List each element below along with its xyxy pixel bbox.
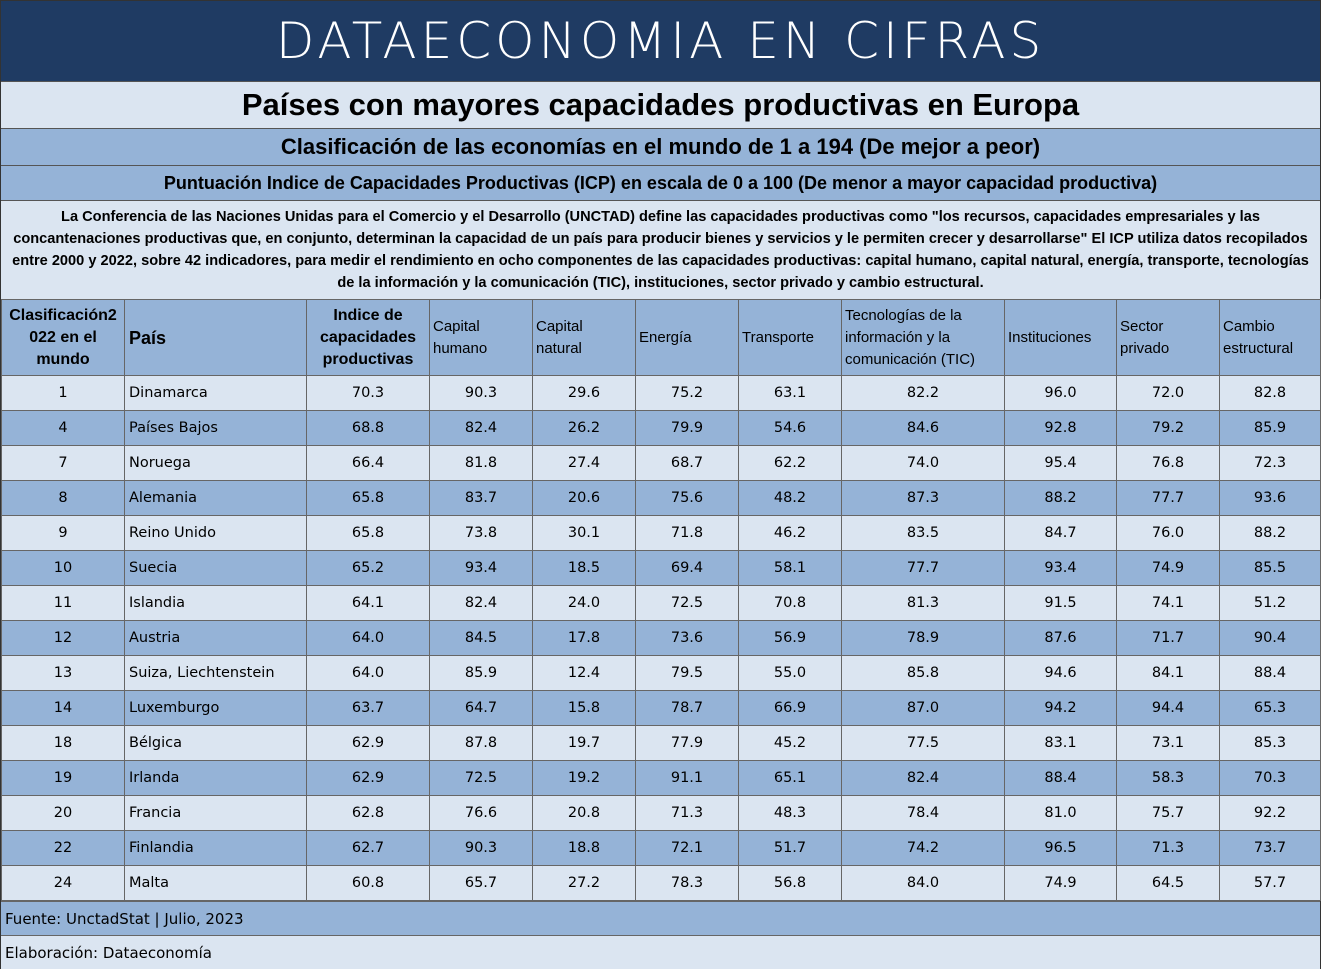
- value-cell: 81.3: [842, 586, 1005, 621]
- value-cell: 62.9: [307, 761, 430, 796]
- country-cell: Finlandia: [125, 831, 307, 866]
- rank-cell: 7: [2, 446, 125, 481]
- value-cell: 51.7: [739, 831, 842, 866]
- value-cell: 82.4: [430, 586, 533, 621]
- value-cell: 82.2: [842, 376, 1005, 411]
- value-cell: 72.5: [430, 761, 533, 796]
- value-cell: 65.8: [307, 481, 430, 516]
- rank-cell: 20: [2, 796, 125, 831]
- brand-banner: DATAECONOMIA EN CIFRAS: [1, 1, 1320, 81]
- value-cell: 29.6: [533, 376, 636, 411]
- country-cell: Reino Unido: [125, 516, 307, 551]
- rank-cell: 10: [2, 551, 125, 586]
- value-cell: 71.3: [636, 796, 739, 831]
- country-cell: Suiza, Liechtenstein: [125, 656, 307, 691]
- col-header-icp: Indice de capacidades productivas: [307, 300, 430, 376]
- value-cell: 90.3: [430, 831, 533, 866]
- value-cell: 84.5: [430, 621, 533, 656]
- value-cell: 71.3: [1117, 831, 1220, 866]
- value-cell: 72.1: [636, 831, 739, 866]
- country-cell: Alemania: [125, 481, 307, 516]
- value-cell: 58.3: [1117, 761, 1220, 796]
- value-cell: 74.0: [842, 446, 1005, 481]
- value-cell: 73.1: [1117, 726, 1220, 761]
- value-cell: 73.6: [636, 621, 739, 656]
- value-cell: 74.9: [1117, 551, 1220, 586]
- value-cell: 27.4: [533, 446, 636, 481]
- value-cell: 12.4: [533, 656, 636, 691]
- value-cell: 60.8: [307, 866, 430, 901]
- page-title: Países con mayores capacidades productivas en Europa: [1, 81, 1320, 128]
- value-cell: 51.2: [1220, 586, 1321, 621]
- value-cell: 19.2: [533, 761, 636, 796]
- col-header-transport: Transporte: [739, 300, 842, 376]
- country-cell: Austria: [125, 621, 307, 656]
- value-cell: 74.2: [842, 831, 1005, 866]
- value-cell: 79.2: [1117, 411, 1220, 446]
- rank-cell: 19: [2, 761, 125, 796]
- value-cell: 65.7: [430, 866, 533, 901]
- value-cell: 75.7: [1117, 796, 1220, 831]
- value-cell: 88.4: [1005, 761, 1117, 796]
- table-row: [2, 726, 1321, 761]
- country-cell: Francia: [125, 796, 307, 831]
- value-cell: 46.2: [739, 516, 842, 551]
- value-cell: 77.5: [842, 726, 1005, 761]
- value-cell: 74.1: [1117, 586, 1220, 621]
- value-cell: 81.8: [430, 446, 533, 481]
- table-row: [2, 691, 1321, 726]
- value-cell: 87.8: [430, 726, 533, 761]
- value-cell: 85.8: [842, 656, 1005, 691]
- rank-cell: 1: [2, 376, 125, 411]
- country-cell: Suecia: [125, 551, 307, 586]
- value-cell: 76.8: [1117, 446, 1220, 481]
- value-cell: 94.6: [1005, 656, 1117, 691]
- value-cell: 88.4: [1220, 656, 1321, 691]
- value-cell: 48.3: [739, 796, 842, 831]
- value-cell: 77.7: [1117, 481, 1220, 516]
- value-cell: 24.0: [533, 586, 636, 621]
- value-cell: 81.0: [1005, 796, 1117, 831]
- country-cell: Países Bajos: [125, 411, 307, 446]
- value-cell: 58.1: [739, 551, 842, 586]
- country-cell: Bélgica: [125, 726, 307, 761]
- value-cell: 87.6: [1005, 621, 1117, 656]
- value-cell: 82.8: [1220, 376, 1321, 411]
- col-header-human-capital: Capital humano: [430, 300, 533, 376]
- table-row: [2, 586, 1321, 621]
- value-cell: 90.4: [1220, 621, 1321, 656]
- value-cell: 18.5: [533, 551, 636, 586]
- table-row: [2, 866, 1321, 901]
- country-cell: Noruega: [125, 446, 307, 481]
- country-cell: Luxemburgo: [125, 691, 307, 726]
- table-row: [2, 796, 1321, 831]
- value-cell: 62.9: [307, 726, 430, 761]
- value-cell: 76.6: [430, 796, 533, 831]
- value-cell: 64.7: [430, 691, 533, 726]
- value-cell: 15.8: [533, 691, 636, 726]
- table-row: [2, 446, 1321, 481]
- value-cell: 92.8: [1005, 411, 1117, 446]
- value-cell: 77.9: [636, 726, 739, 761]
- rank-cell: 13: [2, 656, 125, 691]
- col-header-structural-change: Cambio estructural: [1220, 300, 1321, 376]
- value-cell: 73.8: [430, 516, 533, 551]
- table-row: [2, 831, 1321, 866]
- value-cell: 91.1: [636, 761, 739, 796]
- value-cell: 18.8: [533, 831, 636, 866]
- table-row: [2, 761, 1321, 796]
- value-cell: 90.3: [430, 376, 533, 411]
- value-cell: 65.8: [307, 516, 430, 551]
- col-header-country: País: [125, 300, 307, 376]
- value-cell: 83.7: [430, 481, 533, 516]
- value-cell: 82.4: [430, 411, 533, 446]
- table-row: [2, 656, 1321, 691]
- value-cell: 95.4: [1005, 446, 1117, 481]
- value-cell: 71.7: [1117, 621, 1220, 656]
- value-cell: 84.6: [842, 411, 1005, 446]
- value-cell: 94.2: [1005, 691, 1117, 726]
- value-cell: 26.2: [533, 411, 636, 446]
- value-cell: 69.4: [636, 551, 739, 586]
- value-cell: 62.2: [739, 446, 842, 481]
- value-cell: 68.8: [307, 411, 430, 446]
- value-cell: 78.9: [842, 621, 1005, 656]
- value-cell: 84.7: [1005, 516, 1117, 551]
- value-cell: 84.1: [1117, 656, 1220, 691]
- value-cell: 56.8: [739, 866, 842, 901]
- description-text: La Conferencia de las Naciones Unidas para el Comercio y el Desarrollo (UNCTAD) define las capacidades productivas como "los recursos, capacidades empresariales y las concantenaciones productivas que, en conjunto, determinan la capacidad de un país para producir bienes y servicios y le permiten crecer y desarrollarse" El ICP utiliza datos recopilados entre 2000 y 2022, sobre 42 indicadores, para medir el rendimiento en ocho componentes de las capacidades productivas: capital humano, capital natural, energía, transporte, tecnologías de la información y la comunicación (TIC), instituciones, sector privado y cambio estructural.: [1, 200, 1320, 299]
- rank-cell: 14: [2, 691, 125, 726]
- value-cell: 75.6: [636, 481, 739, 516]
- credit-footer: Elaboración: Dataeconomía: [1, 935, 1320, 969]
- value-cell: 85.9: [1220, 411, 1321, 446]
- value-cell: 78.4: [842, 796, 1005, 831]
- value-cell: 79.5: [636, 656, 739, 691]
- value-cell: 65.2: [307, 551, 430, 586]
- rank-cell: 18: [2, 726, 125, 761]
- value-cell: 45.2: [739, 726, 842, 761]
- value-cell: 64.0: [307, 621, 430, 656]
- value-cell: 77.7: [842, 551, 1005, 586]
- country-cell: Islandia: [125, 586, 307, 621]
- col-header-ict: Tecnologías de la información y la comunicación (TIC): [842, 300, 1005, 376]
- table-row: [2, 516, 1321, 551]
- value-cell: 65.1: [739, 761, 842, 796]
- value-cell: 65.3: [1220, 691, 1321, 726]
- value-cell: 91.5: [1005, 586, 1117, 621]
- value-cell: 63.7: [307, 691, 430, 726]
- value-cell: 17.8: [533, 621, 636, 656]
- col-header-energy: Energía: [636, 300, 739, 376]
- value-cell: 85.9: [430, 656, 533, 691]
- value-cell: 88.2: [1220, 516, 1321, 551]
- value-cell: 70.3: [1220, 761, 1321, 796]
- rank-cell: 4: [2, 411, 125, 446]
- col-header-natural-capital: Capital natural: [533, 300, 636, 376]
- ranking-subtitle: Clasificación de las economías en el mundo de 1 a 194 (De mejor a peor): [1, 128, 1320, 165]
- value-cell: 56.9: [739, 621, 842, 656]
- value-cell: 66.9: [739, 691, 842, 726]
- value-cell: 83.5: [842, 516, 1005, 551]
- value-cell: 78.3: [636, 866, 739, 901]
- value-cell: 48.2: [739, 481, 842, 516]
- value-cell: 54.6: [739, 411, 842, 446]
- value-cell: 55.0: [739, 656, 842, 691]
- value-cell: 30.1: [533, 516, 636, 551]
- rank-cell: 24: [2, 866, 125, 901]
- score-subtitle: Puntuación Indice de Capacidades Productivas (ICP) en escala de 0 a 100 (De menor a mayor capacidad productiva): [1, 165, 1320, 200]
- col-header-institutions: Instituciones: [1005, 300, 1117, 376]
- value-cell: 62.7: [307, 831, 430, 866]
- value-cell: 68.7: [636, 446, 739, 481]
- table-row: [2, 551, 1321, 586]
- value-cell: 83.1: [1005, 726, 1117, 761]
- country-cell: Malta: [125, 866, 307, 901]
- country-cell: Dinamarca: [125, 376, 307, 411]
- value-cell: 87.0: [842, 691, 1005, 726]
- table-row: [2, 411, 1321, 446]
- value-cell: 96.5: [1005, 831, 1117, 866]
- table-row: [2, 376, 1321, 411]
- value-cell: 84.0: [842, 866, 1005, 901]
- value-cell: 20.6: [533, 481, 636, 516]
- rank-cell: 22: [2, 831, 125, 866]
- value-cell: 93.4: [1005, 551, 1117, 586]
- value-cell: 93.4: [430, 551, 533, 586]
- value-cell: 85.5: [1220, 551, 1321, 586]
- table-row: [2, 621, 1321, 656]
- col-header-private-sector: Sector privado: [1117, 300, 1220, 376]
- value-cell: 75.2: [636, 376, 739, 411]
- source-footer: Fuente: UnctadStat | Julio, 2023: [1, 901, 1320, 935]
- value-cell: 64.5: [1117, 866, 1220, 901]
- value-cell: 82.4: [842, 761, 1005, 796]
- value-cell: 76.0: [1117, 516, 1220, 551]
- col-header-rank: Clasificación2 022 en el mundo: [2, 300, 125, 376]
- value-cell: 94.4: [1117, 691, 1220, 726]
- value-cell: 78.7: [636, 691, 739, 726]
- value-cell: 64.0: [307, 656, 430, 691]
- capacities-table: [1, 299, 1321, 901]
- value-cell: 70.3: [307, 376, 430, 411]
- value-cell: 20.8: [533, 796, 636, 831]
- value-cell: 70.8: [739, 586, 842, 621]
- table-body: [2, 376, 1321, 901]
- value-cell: 63.1: [739, 376, 842, 411]
- value-cell: 72.5: [636, 586, 739, 621]
- table-header-row: [2, 300, 1321, 376]
- rank-cell: 12: [2, 621, 125, 656]
- rank-cell: 11: [2, 586, 125, 621]
- table-row: [2, 481, 1321, 516]
- value-cell: 96.0: [1005, 376, 1117, 411]
- value-cell: 57.7: [1220, 866, 1321, 901]
- country-cell: Irlanda: [125, 761, 307, 796]
- value-cell: 79.9: [636, 411, 739, 446]
- value-cell: 19.7: [533, 726, 636, 761]
- value-cell: 92.2: [1220, 796, 1321, 831]
- value-cell: 87.3: [842, 481, 1005, 516]
- value-cell: 85.3: [1220, 726, 1321, 761]
- value-cell: 73.7: [1220, 831, 1321, 866]
- rank-cell: 9: [2, 516, 125, 551]
- value-cell: 88.2: [1005, 481, 1117, 516]
- value-cell: 72.0: [1117, 376, 1220, 411]
- value-cell: 93.6: [1220, 481, 1321, 516]
- value-cell: 74.9: [1005, 866, 1117, 901]
- value-cell: 27.2: [533, 866, 636, 901]
- value-cell: 72.3: [1220, 446, 1321, 481]
- rank-cell: 8: [2, 481, 125, 516]
- value-cell: 66.4: [307, 446, 430, 481]
- value-cell: 71.8: [636, 516, 739, 551]
- value-cell: 62.8: [307, 796, 430, 831]
- value-cell: 64.1: [307, 586, 430, 621]
